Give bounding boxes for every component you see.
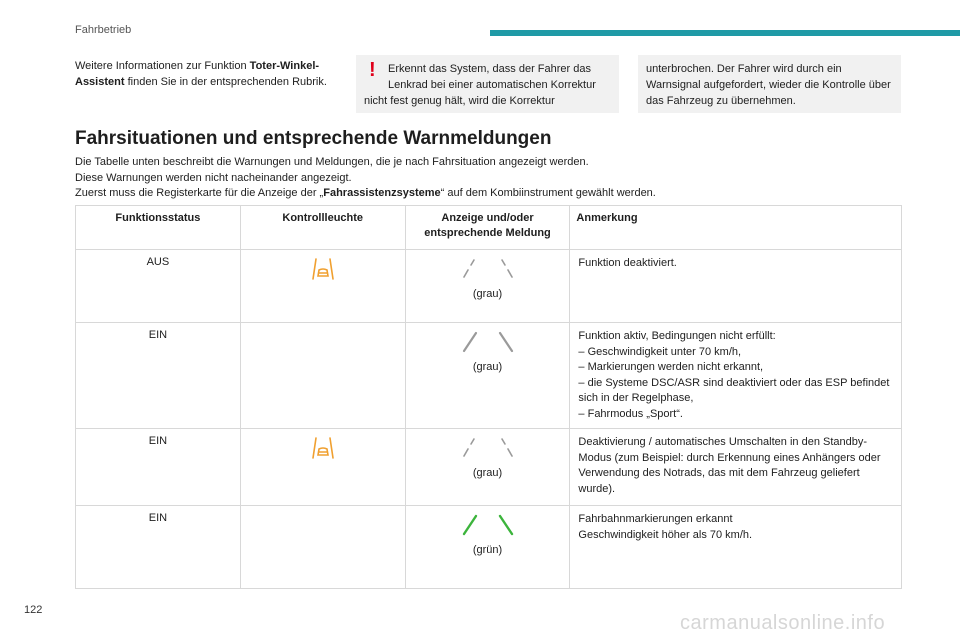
header-display: Anzeige und/oder entsprechende Meldung [405, 206, 570, 250]
display-label: (grau) [472, 288, 503, 300]
status-cell: AUS [76, 250, 241, 323]
note-cell: Fahrbahnmarkierungen erkannt Geschwindigkeit höher als 70 km/h. [570, 506, 902, 589]
table-header-row [76, 206, 902, 250]
note-cell: Deaktivierung / automatisches Umschalten in den Standby-Modus (zum Beispiel: durch Erkennung eines Anhängers oder Verwendung des Notrads, das mit dem Fahrzeug geliefert wurde). [570, 429, 902, 506]
display-label: (grün) [472, 544, 503, 556]
table-row [76, 250, 902, 323]
warning-icon: ! [369, 59, 376, 81]
lane-lines-dashed-icon [458, 256, 518, 284]
header-lamp: Kontrollleuchte [240, 206, 405, 250]
table-row [76, 506, 902, 589]
section-description: Die Tabelle unten beschreibt die Warnungen und Meldungen, die je nach Fahrsituation angezeigt werden. Diese Warnungen werden nicht nacheinander angezeigt. Zuerst muss die Registerkarte für die Anzeige der „Fahrassistenzsysteme“ auf dem Kombiinstrument gewählt werden. [75, 156, 656, 199]
display-cell [405, 506, 570, 589]
display-cell [405, 323, 570, 429]
header-note: Anmerkung [570, 206, 902, 250]
warning-table [75, 205, 902, 589]
intro-text: Weitere Informationen zur Funktion Toter-Winkel-Assistent finden Sie in der entsprechenden Rubrik. [75, 60, 327, 88]
header-status: Funktionsstatus [76, 206, 241, 250]
page-number: 122 [24, 604, 43, 616]
display-label: (grau) [472, 361, 503, 373]
note-cell: Funktion aktiv, Bedingungen nicht erfüllt: – Geschwindigkeit unter 70 km/h, – Markierungen werden nicht erkannt, – die Systeme DSC/ASR sind deaktiviert oder das ESP befindet sich in der Regelphase, – Fahrmodus „Sport“. [570, 323, 902, 429]
lamp-cell [240, 323, 405, 429]
display-cell [405, 250, 570, 323]
table-row [76, 429, 902, 506]
warning-box [356, 55, 619, 113]
watermark: carmanualsonline.info [680, 612, 886, 634]
note-cell: Funktion deaktiviert. [570, 250, 902, 323]
warning-box-continued: unterbrochen. Der Fahrer wird durch ein Warnsignal aufgefordert, wieder die Kontrolle über das Fahrzeug zu übernehmen. [638, 55, 901, 113]
lamp-cell [240, 506, 405, 589]
lane-lines-dashed-icon [458, 435, 518, 463]
lamp-cell [240, 429, 405, 506]
display-label: (grau) [472, 467, 503, 479]
lane-warning-icon [310, 256, 336, 282]
warning-text-1: Erkennt das System, dass der Fahrer das Lenkrad bei einer automatischen Korrektur [388, 63, 596, 91]
lane-warning-icon [310, 435, 336, 461]
display-cell [405, 429, 570, 506]
status-cell: EIN [76, 506, 241, 589]
status-cell: EIN [76, 429, 241, 506]
header-accent-bar [490, 30, 960, 36]
lamp-cell [240, 250, 405, 323]
warning-text-2: nicht fest genug hält, wird die Korrektur [364, 95, 555, 107]
table-row [76, 323, 902, 429]
section-title: Fahrsituationen und entsprechende Warnmeldungen [75, 128, 552, 149]
running-header: Fahrbetrieb [75, 24, 132, 36]
status-cell: EIN [76, 323, 241, 429]
lane-lines-grey-icon [458, 329, 518, 357]
lane-lines-green-icon [458, 512, 518, 540]
